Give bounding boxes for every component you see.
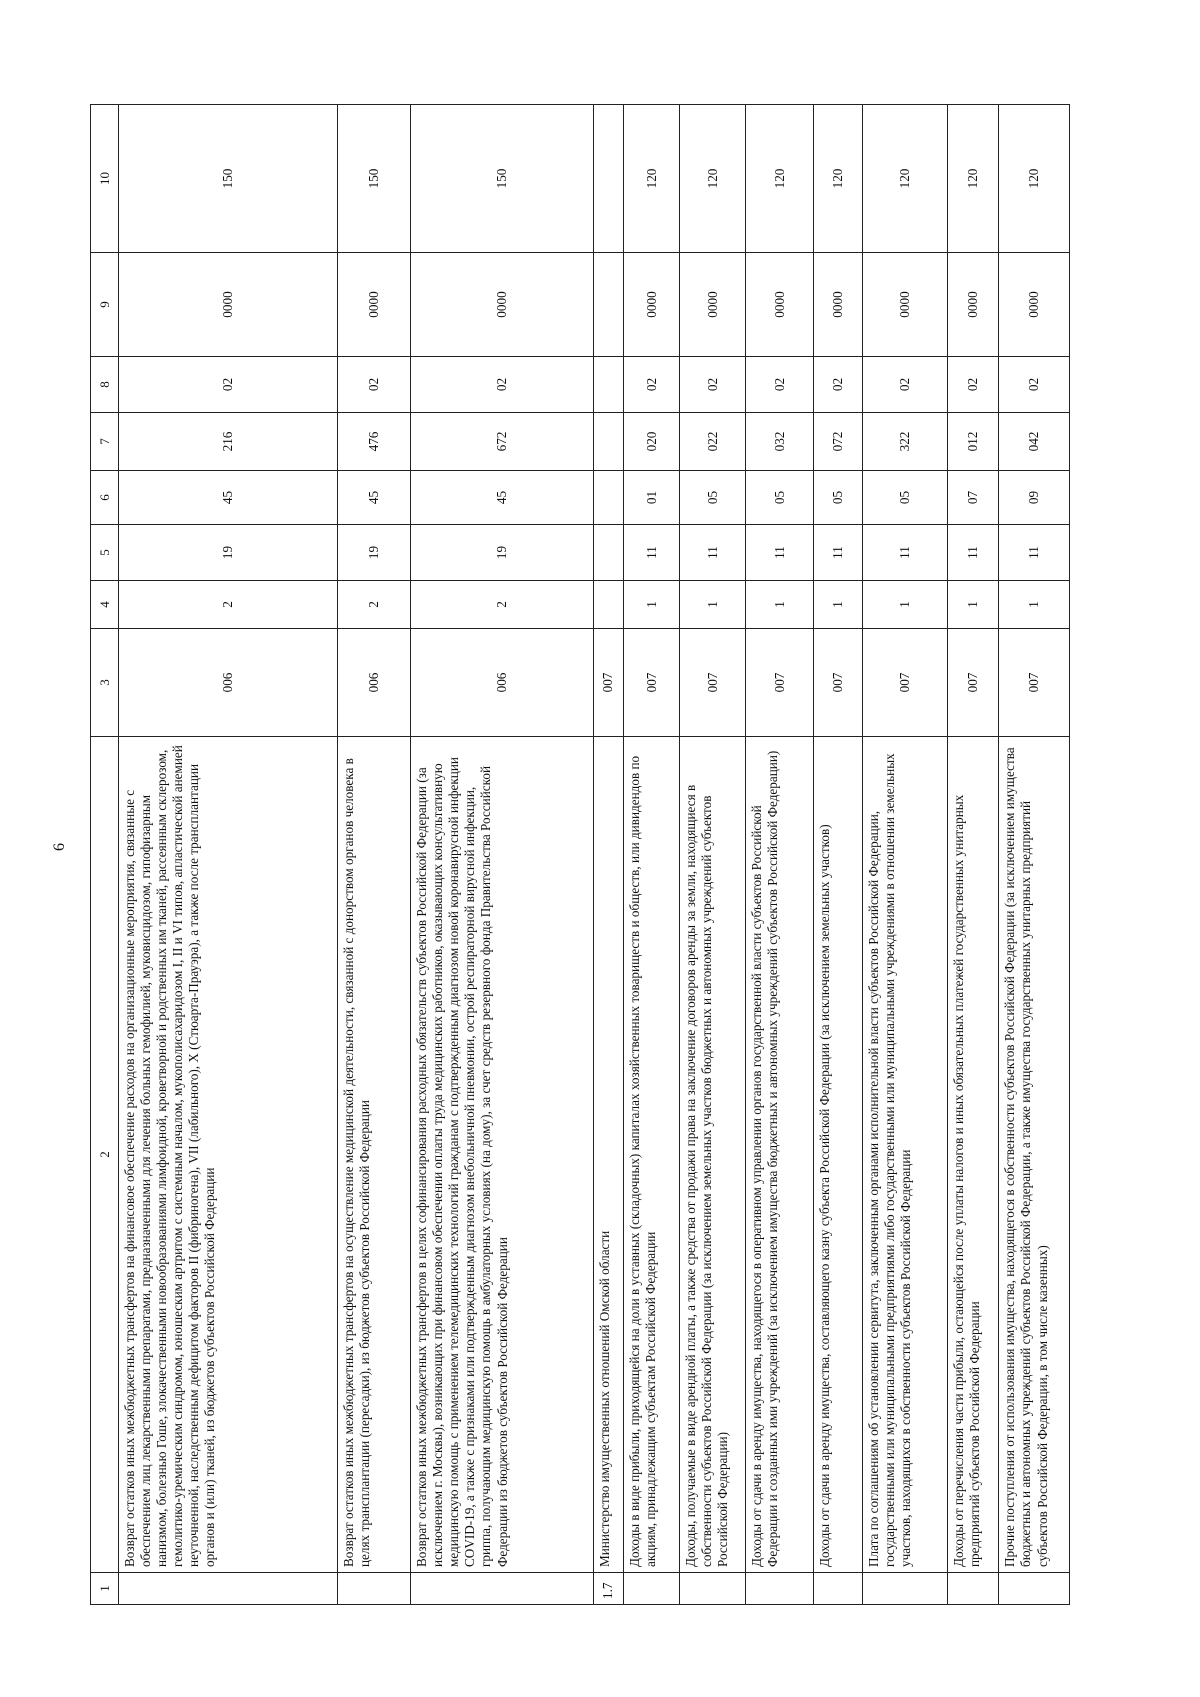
- code-cell-c6: 05: [814, 471, 863, 525]
- code-cell-c6: 45: [411, 471, 594, 525]
- table-row: [948, 105, 999, 1605]
- code-cell-c9: 0000: [338, 253, 411, 357]
- code-cell-c10: 120: [814, 105, 863, 253]
- code-cell-c5: 19: [338, 525, 411, 581]
- table-row: [118, 105, 337, 1605]
- code-cell-c9: [593, 253, 624, 357]
- code-cell-c6: [593, 471, 624, 525]
- code-cell-c4: 1: [948, 581, 999, 629]
- code-cell-c6: 05: [680, 471, 746, 525]
- code-cell-c8: 02: [411, 357, 594, 413]
- code-cell-c9: 0000: [948, 253, 999, 357]
- table-row: [814, 105, 863, 1605]
- code-cell-c10: 150: [118, 105, 337, 253]
- code-cell-c4: 1: [814, 581, 863, 629]
- description-cell: Доходы от перечисления части прибыли, остающейся после уплаты налогов и иных обязательных платежей государственных унитарных предприятий субъектов Российской Федерации: [948, 737, 999, 1573]
- code-cell-c3: 007: [680, 629, 746, 737]
- code-cell-c4: [593, 581, 624, 629]
- code-cell-c8: 02: [680, 357, 746, 413]
- code-cell-c3: 007: [746, 629, 814, 737]
- header-cell: 1: [91, 1573, 119, 1605]
- description-cell: Прочие поступления от использования имущества, находящегося в собственности субъектов Российской Федерации (за исключением имущества бюджетных и автономных учреждений субъектов Российской Федерации, а также имущества государственных унитарных предприятий субъектов Российской Федерации, в том числе казенных): [999, 737, 1070, 1573]
- code-cell-c7: 020: [624, 413, 680, 471]
- code-cell-c9: 0000: [999, 253, 1070, 357]
- header-cell: 9: [91, 253, 119, 357]
- header-cell: 5: [91, 525, 119, 581]
- row-number-cell: [863, 1573, 948, 1605]
- code-cell-c4: 2: [338, 581, 411, 629]
- table-row: [624, 105, 680, 1605]
- code-cell-c3: 006: [338, 629, 411, 737]
- code-cell-c10: 120: [680, 105, 746, 253]
- code-cell-c8: 02: [118, 357, 337, 413]
- description-cell: Доходы от сдачи в аренду имущества, находящегося в оперативном управлении органов государственной власти субъектов Российской Федерации и созданных ими учреждений (за исключением имущества бюджетных и автономных учреждений субъектов Российской Федерации): [746, 737, 814, 1573]
- code-cell-c10: 150: [411, 105, 594, 253]
- code-cell-c3: 007: [863, 629, 948, 737]
- header-cell: 3: [91, 629, 119, 737]
- code-cell-c5: [593, 525, 624, 581]
- code-cell-c10: 120: [863, 105, 948, 253]
- header-cell: 4: [91, 581, 119, 629]
- code-cell-c8: 02: [746, 357, 814, 413]
- table-row: [863, 105, 948, 1605]
- code-cell-c8: 02: [814, 357, 863, 413]
- code-cell-c5: 11: [624, 525, 680, 581]
- description-cell: Доходы в виде прибыли, приходящейся на доли в уставных (складочных) капиталах хозяйственных товариществ и обществ, или дивидендов по акциям, принадлежащим субъектам Российской Федерации: [624, 737, 680, 1573]
- header-cell: 7: [91, 413, 119, 471]
- code-cell-c8: [593, 357, 624, 413]
- code-cell-c5: 11: [814, 525, 863, 581]
- code-cell-c3: 007: [593, 629, 624, 737]
- code-cell-c5: 11: [680, 525, 746, 581]
- row-number-cell: [338, 1573, 411, 1605]
- table-header-row: [91, 105, 119, 1605]
- code-cell-c6: 01: [624, 471, 680, 525]
- code-cell-c7: 322: [863, 413, 948, 471]
- code-cell-c4: 1: [863, 581, 948, 629]
- code-cell-c4: 1: [680, 581, 746, 629]
- code-cell-c8: 02: [338, 357, 411, 413]
- table-row: [338, 105, 411, 1605]
- code-cell-c7: [593, 413, 624, 471]
- code-cell-c6: 07: [948, 471, 999, 525]
- header-cell: 10: [91, 105, 119, 253]
- code-cell-c6: 05: [863, 471, 948, 525]
- code-cell-c7: 072: [814, 413, 863, 471]
- code-cell-c10: 120: [948, 105, 999, 253]
- description-cell: Доходы от сдачи в аренду имущества, составляющего казну субъекта Российской Федерации (за исключением земельных участков): [814, 737, 863, 1573]
- row-number-cell: [411, 1573, 594, 1605]
- row-number-cell: [680, 1573, 746, 1605]
- description-cell: Возврат остатков иных межбюджетных трансфертов на финансовое обеспечение расходов на организационные мероприятия, связанные с обеспечением лиц лекарственными препаратами, предназначенными для лечения больных гемофилией, муковисцидозом, гипофизарным нанизмом, болезнью Гоше, злокачественными новообразованиями лимфоидной, кроветворной и родственных им тканей, рассеянным склерозом, гемолитико-уремическим синдромом, юношеским артритом с системным началом, мукополисахаридозом I, II и VI типов, апластической анемией неуточненной, наследственным дефицитом факторов II (фибриногена), VII (лабильного), X (Стюарта-Прауэра), а также после трансплантации органов и (или) тканей, из бюджетов субъектов Российской Федерации: [118, 737, 337, 1573]
- code-cell-c6: 05: [746, 471, 814, 525]
- row-number-cell: [746, 1573, 814, 1605]
- code-cell-c9: 0000: [680, 253, 746, 357]
- code-cell-c5: 19: [411, 525, 594, 581]
- code-cell-c10: 120: [746, 105, 814, 253]
- page-number: 6: [51, 843, 68, 851]
- code-cell-c4: 2: [118, 581, 337, 629]
- header-cell: 6: [91, 471, 119, 525]
- code-cell-c4: 1: [746, 581, 814, 629]
- description-cell: Министерство имущественных отношений Омской области: [593, 737, 624, 1573]
- code-cell-c8: 02: [863, 357, 948, 413]
- code-cell-c7: 476: [338, 413, 411, 471]
- row-number-cell: [814, 1573, 863, 1605]
- table-row: [680, 105, 746, 1605]
- code-cell-c4: 1: [624, 581, 680, 629]
- code-cell-c7: 012: [948, 413, 999, 471]
- header-cell: 2: [91, 737, 119, 1573]
- code-cell-c7: 672: [411, 413, 594, 471]
- row-number-cell: 1.7: [593, 1573, 624, 1605]
- code-cell-c5: 11: [999, 525, 1070, 581]
- code-cell-c4: 2: [411, 581, 594, 629]
- code-cell-c9: 0000: [624, 253, 680, 357]
- code-cell-c9: 0000: [118, 253, 337, 357]
- code-cell-c7: 032: [746, 413, 814, 471]
- code-cell-c9: 0000: [814, 253, 863, 357]
- code-cell-c6: 45: [118, 471, 337, 525]
- code-cell-c3: 007: [814, 629, 863, 737]
- code-cell-c5: 19: [118, 525, 337, 581]
- row-number-cell: [948, 1573, 999, 1605]
- code-cell-c5: 11: [863, 525, 948, 581]
- description-cell: Возврат остатков иных межбюджетных трансфертов на осуществление медицинской деятельности, связанной с донорством органов человека в целях трансплантации (пересадки), из бюджетов субъектов Российской Федерации: [338, 737, 411, 1573]
- code-cell-c6: 09: [999, 471, 1070, 525]
- description-cell: Доходы, получаемые в виде арендной платы, а также средства от продажи права на заключение договоров аренды за земли, находящиеся в собственности субъектов Российской Федерации (за исключением земельных участков бюджетных и автономных учреждений субъектов Российской Федерации): [680, 737, 746, 1573]
- table-row: [593, 105, 624, 1605]
- row-number-cell: [624, 1573, 680, 1605]
- table-row: [746, 105, 814, 1605]
- table-row: [999, 105, 1070, 1605]
- code-cell-c7: 042: [999, 413, 1070, 471]
- code-cell-c4: 1: [999, 581, 1070, 629]
- code-cell-c10: 150: [338, 105, 411, 253]
- code-cell-c3: 006: [411, 629, 594, 737]
- code-cell-c8: 02: [999, 357, 1070, 413]
- code-cell-c5: 11: [746, 525, 814, 581]
- code-cell-c8: 02: [624, 357, 680, 413]
- code-cell-c9: 0000: [863, 253, 948, 357]
- table-row: [411, 105, 594, 1605]
- code-cell-c3: 007: [624, 629, 680, 737]
- code-cell-c5: 11: [948, 525, 999, 581]
- code-cell-c7: 022: [680, 413, 746, 471]
- rotated-table-container: [90, 105, 1070, 1605]
- code-cell-c10: [593, 105, 624, 253]
- row-number-cell: [118, 1573, 337, 1605]
- code-cell-c3: 006: [118, 629, 337, 737]
- code-cell-c10: 120: [624, 105, 680, 253]
- header-cell: 8: [91, 357, 119, 413]
- code-cell-c7: 216: [118, 413, 337, 471]
- description-cell: Плата по соглашениям об установлении сервитута, заключенным органами исполнительной власти субъектов Российской Федерации, государственными или муниципальными предприятиями либо государственными или муниципальными учреждениями в отношении земельных участков, находящихся в собственности субъектов Российской Федерации: [863, 737, 948, 1573]
- description-cell: Возврат остатков иных межбюджетных трансфертов в целях софинансирования расходных обязательств субъектов Российской Федерации (за исключением г. Москвы), возникающих при финансовом обеспечении оплаты труда медицинских работников, оказывающих консультативную медицинскую помощь с применением телемедицинских технологий гражданам с подтвержденным диагнозом новой коронавирусной инфекции COVID-19, а также с признаками или подтвержденным диагнозом внебольничной пневмонии, острой респираторной вирусной инфекции, гриппа, получающим медицинскую помощь в амбулаторных условиях (на дому), за счет средств резервного фонда Правительства Российской Федерации из бюджетов субъектов Российской Федерации: [411, 737, 594, 1573]
- row-number-cell: [999, 1573, 1070, 1605]
- budget-codes-table: [90, 104, 1070, 1605]
- code-cell-c3: 007: [999, 629, 1070, 737]
- code-cell-c8: 02: [948, 357, 999, 413]
- code-cell-c3: 007: [948, 629, 999, 737]
- code-cell-c9: 0000: [746, 253, 814, 357]
- code-cell-c9: 0000: [411, 253, 594, 357]
- code-cell-c6: 45: [338, 471, 411, 525]
- code-cell-c10: 120: [999, 105, 1070, 253]
